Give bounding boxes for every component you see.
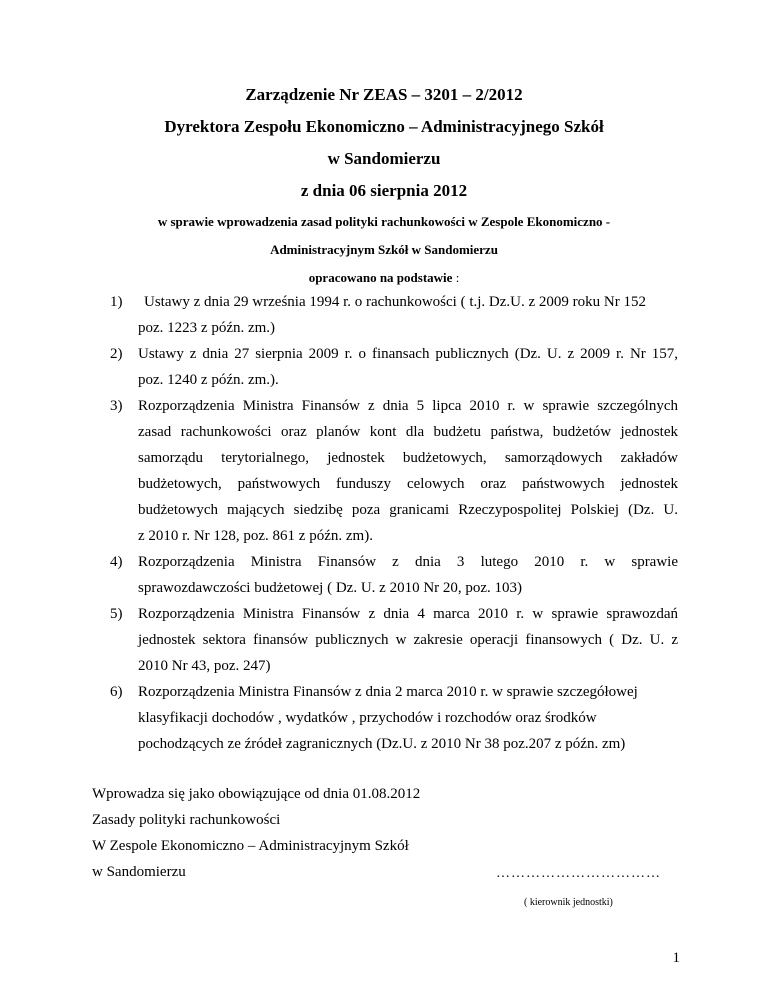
basis-line — [0, 270, 768, 286]
list-item-line: Rozporządzenia Ministra Finansów z dnia 3 lutego 2010 r. w sprawie — [138, 554, 678, 570]
page-number: 1 — [672, 950, 680, 966]
location-line: w Sandomierzu — [327, 149, 441, 168]
basis-colon: : — [452, 270, 460, 285]
list-item-line: samorządu terytorialnego, jednostek budżetowych, samorządowych zakładów — [138, 450, 678, 466]
list-item-line: Ustawy z dnia 29 września 1994 r. o rachunkowości ( t.j. Dz.U. z 2009 roku Nr 152 — [144, 294, 646, 310]
signature-dots: …………………………… — [496, 866, 661, 881]
subject-line-2: Administracyjnym Szkół w Sandomierzu — [270, 242, 498, 257]
list-item-line: zasad rachunkowości oraz planów kont dla budżetu państwa, budżetów jednostek — [138, 424, 678, 440]
list-item-number: 6) — [110, 684, 123, 700]
institution-line: W Zespole Ekonomiczno – Administracyjnym Szkół — [92, 838, 409, 854]
list-item-line: Ustawy z dnia 27 sierpnia 2009 r. o finansach publicznych (Dz. U. z 2009 r. Nr 157, — [138, 346, 678, 362]
list-item-line: z 2010 r. Nr 128, poz. 861 z późn. zm). — [138, 528, 373, 544]
list-item-number: 1) — [110, 294, 123, 310]
list-item-line: budżetowych, państwowych funduszy celowych oraz państwowych jednostek — [138, 476, 678, 492]
list-item-line: Rozporządzenia Ministra Finansów z dnia 4 marca 2010 r. w sprawie sprawozdań — [138, 606, 678, 622]
list-item-line: budżetowych mających siedzibę poza granicami Rzeczypospolitej Polskiej (Dz. U. — [138, 502, 678, 518]
basis-bold: opracowano na podstawie — [308, 270, 453, 285]
list-item-line: poz. 1240 z późn. zm.). — [138, 372, 279, 388]
list-item-line: jednostek sektora finansów publicznych w zakresie operacji finansowych ( Dz. U. z — [138, 632, 678, 648]
institution-location-line: w Sandomierzu — [92, 864, 186, 880]
issuer-line: Dyrektora Zespołu Ekonomiczno – Administracyjnego Szkół — [164, 117, 604, 136]
list-item-number: 4) — [110, 554, 123, 570]
list-item-line: Rozporządzenia Ministra Finansów z dnia 2 marca 2010 r. w sprawie szczegółowej — [138, 684, 638, 700]
list-item-line: sprawozdawczości budżetowej ( Dz. U. z 2010 Nr 20, poz. 103) — [138, 580, 523, 596]
list-item-line: poz. 1223 z późn. zm.) — [138, 320, 276, 336]
list-item-number: 3) — [110, 398, 123, 414]
signature-label: ( kierownik jednostki) — [524, 897, 613, 908]
list-item-line: pochodzących ze źródeł zagranicznych (Dz.U. z 2010 Nr 38 poz.207 z późn. zm) — [138, 736, 626, 752]
list-item-number: 5) — [110, 606, 123, 622]
date-line: z dnia 06 sierpnia 2012 — [300, 181, 468, 200]
list-item-line: klasyfikacji dochodów , wydatków , przychodów i rozchodów oraz środków — [138, 710, 597, 726]
list-item-number: 2) — [110, 346, 123, 362]
subject-line-1: w sprawie wprowadzenia zasad polityki rachunkowości w Zespole Ekonomiczno - — [157, 214, 611, 229]
document-title: Zarządzenie Nr ZEAS – 3201 – 2/2012 — [245, 85, 523, 104]
list-item-line: Rozporządzenia Ministra Finansów z dnia 5 lipca 2010 r. w sprawie szczególnych — [138, 398, 678, 414]
enactment-line: Wprowadza się jako obowiązujące od dnia 01.08.2012 — [92, 786, 421, 802]
policy-line: Zasady polityki rachunkowości — [92, 812, 281, 828]
list-item-line: 2010 Nr 43, poz. 247) — [138, 658, 271, 674]
